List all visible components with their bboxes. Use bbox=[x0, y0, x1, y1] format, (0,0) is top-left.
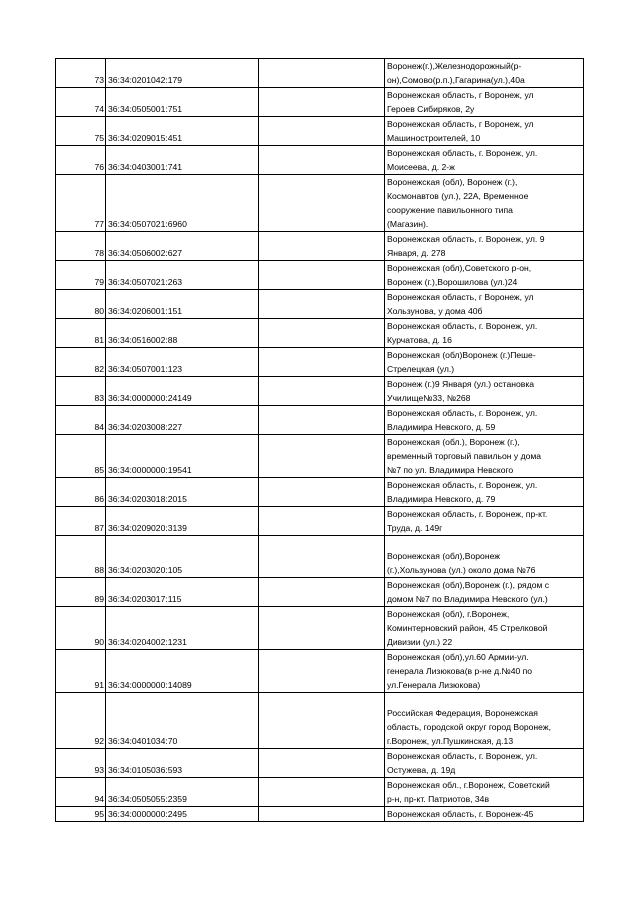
cadastral-number: 36:34:0000000:24149 bbox=[106, 377, 259, 406]
table-row bbox=[56, 807, 584, 822]
table-row bbox=[56, 749, 584, 778]
table-row bbox=[56, 607, 584, 650]
cadastral-number: 36:34:0516002:88 bbox=[106, 319, 259, 348]
cadastral-number: 36:34:0507021:263 bbox=[106, 261, 259, 290]
cadastral-number: 36:34:0204002:1231 bbox=[106, 607, 259, 650]
empty-cell bbox=[259, 807, 385, 822]
empty-cell bbox=[259, 232, 385, 261]
row-number: 92 bbox=[56, 693, 106, 749]
cadastral-number: 36:34:0506002:627 bbox=[106, 232, 259, 261]
cadastral-number: 36:34:0505001:751 bbox=[106, 88, 259, 117]
empty-cell bbox=[259, 406, 385, 435]
table-row bbox=[56, 290, 584, 319]
address: Воронежская область, г Воронеж, ул Героев Сибиряков, 2у bbox=[385, 88, 584, 117]
empty-cell bbox=[259, 435, 385, 478]
table-row bbox=[56, 59, 584, 88]
empty-cell bbox=[259, 507, 385, 536]
row-number: 81 bbox=[56, 319, 106, 348]
address: Воронежская (обл.), Воронеж (г.), временный торговый павильон у дома №7 по ул. Владимира Невского bbox=[385, 435, 584, 478]
table-row bbox=[56, 693, 584, 749]
table-row bbox=[56, 406, 584, 435]
cadastral-number: 36:34:0403001:741 bbox=[106, 146, 259, 175]
table-row bbox=[56, 175, 584, 232]
cadastral-number: 36:34:0505055:2359 bbox=[106, 778, 259, 807]
table-row bbox=[56, 377, 584, 406]
row-number: 73 bbox=[56, 59, 106, 88]
table-row bbox=[56, 507, 584, 536]
address: Воронежская область, г. Воронеж, ул. Владимира Невского, д. 79 bbox=[385, 478, 584, 507]
cadastral-number: 36:34:0206001:151 bbox=[106, 290, 259, 319]
row-number: 82 bbox=[56, 348, 106, 377]
address: Воронежская область, г. Воронеж, ул. Владимира Невского, д. 59 bbox=[385, 406, 584, 435]
row-number: 95 bbox=[56, 807, 106, 822]
row-number: 76 bbox=[56, 146, 106, 175]
empty-cell bbox=[259, 778, 385, 807]
empty-cell bbox=[259, 146, 385, 175]
cadastral-number: 36:34:0203017:115 bbox=[106, 578, 259, 607]
empty-cell bbox=[259, 607, 385, 650]
table-row bbox=[56, 650, 584, 693]
address: Воронеж(г.),Железнодорожный(р- он),Сомово(р.п.),Гагарина(ул.),40а bbox=[385, 59, 584, 88]
row-number: 87 bbox=[56, 507, 106, 536]
cadastral-number: 36:34:0105036:593 bbox=[106, 749, 259, 778]
row-number: 74 bbox=[56, 88, 106, 117]
row-number: 85 bbox=[56, 435, 106, 478]
table-row bbox=[56, 319, 584, 348]
address: Воронежская область, г. Воронеж-45 bbox=[385, 807, 584, 822]
address: Воронежская область, г. Воронеж, ул. Остужева, д. 19д bbox=[385, 749, 584, 778]
empty-cell bbox=[259, 59, 385, 88]
table-row bbox=[56, 536, 584, 578]
cadastral-number: 36:34:0203018:2015 bbox=[106, 478, 259, 507]
address: Воронежская область, г. Воронеж, ул. 9 Января, д. 278 bbox=[385, 232, 584, 261]
row-number: 78 bbox=[56, 232, 106, 261]
table-row bbox=[56, 232, 584, 261]
table-body bbox=[56, 59, 584, 822]
row-number: 93 bbox=[56, 749, 106, 778]
empty-cell bbox=[259, 650, 385, 693]
address: Воронежская (обл), г.Воронеж, Коминтерновский район, 45 Стрелковой Дивизии (ул.) 22 bbox=[385, 607, 584, 650]
empty-cell bbox=[259, 117, 385, 146]
table-row bbox=[56, 117, 584, 146]
address: Воронежская (обл),Воронеж (г.), рядом с домом №7 по Владимира Невского (ул.) bbox=[385, 578, 584, 607]
cadastral-number: 36:34:0209015:451 bbox=[106, 117, 259, 146]
address: Воронежская область, г. Воронеж, ул. Моисеева, д. 2-ж bbox=[385, 146, 584, 175]
table-row bbox=[56, 435, 584, 478]
table-row bbox=[56, 261, 584, 290]
row-number: 75 bbox=[56, 117, 106, 146]
cadastral-number: 36:34:0000000:14089 bbox=[106, 650, 259, 693]
empty-cell bbox=[259, 88, 385, 117]
row-number: 83 bbox=[56, 377, 106, 406]
cadastral-number: 36:34:0000000:2495 bbox=[106, 807, 259, 822]
empty-cell bbox=[259, 478, 385, 507]
cadastral-number: 36:34:0203020:105 bbox=[106, 536, 259, 578]
address: Воронежская область, г Воронеж, ул Машиностроителей, 10 bbox=[385, 117, 584, 146]
cadastral-number: 36:34:0209020:3139 bbox=[106, 507, 259, 536]
row-number: 79 bbox=[56, 261, 106, 290]
empty-cell bbox=[259, 175, 385, 232]
address: Воронежская (обл), Воронеж (г.), Космонавтов (ул.), 22А, Временное сооружение павильонного типа (Магазин). bbox=[385, 175, 584, 232]
empty-cell bbox=[259, 377, 385, 406]
table-row bbox=[56, 578, 584, 607]
address: Воронежская (обл)Воронеж (г.)Пеше- Стрелецкая (ул.) bbox=[385, 348, 584, 377]
table-row bbox=[56, 88, 584, 117]
row-number: 77 bbox=[56, 175, 106, 232]
cadastral-number: 36:34:0401034:70 bbox=[106, 693, 259, 749]
empty-cell bbox=[259, 348, 385, 377]
address: Российская Федерация, Воронежская область, городской округ город Воронеж, г.Воронеж, ул.Пушкинская, д.13 bbox=[385, 693, 584, 749]
address: Воронежская область, г Воронеж, ул Хользунова, у дома 40б bbox=[385, 290, 584, 319]
table-row bbox=[56, 478, 584, 507]
address: Воронежская обл., г.Воронеж, Советский р-н, пр-кт. Патриотов, 34в bbox=[385, 778, 584, 807]
empty-cell bbox=[259, 319, 385, 348]
table-row bbox=[56, 146, 584, 175]
address: Воронежская область, г. Воронеж, пр-кт. Труда, д. 149г bbox=[385, 507, 584, 536]
row-number: 89 bbox=[56, 578, 106, 607]
table-row bbox=[56, 778, 584, 807]
empty-cell bbox=[259, 578, 385, 607]
cadastral-table bbox=[55, 58, 584, 822]
row-number: 90 bbox=[56, 607, 106, 650]
cadastral-number: 36:34:0507021:6960 bbox=[106, 175, 259, 232]
row-number: 88 bbox=[56, 536, 106, 578]
address: Воронежская область, г. Воронеж, ул. Курчатова, д. 16 bbox=[385, 319, 584, 348]
row-number: 94 bbox=[56, 778, 106, 807]
address: Воронеж (г.)9 Января (ул.) остановка Училище№33, №268 bbox=[385, 377, 584, 406]
empty-cell bbox=[259, 536, 385, 578]
empty-cell bbox=[259, 749, 385, 778]
address: Воронежская (обл),ул.60 Армии-ул. генерала Лизюкова(в р-не д.№40 по ул.Генерала Лизюкова) bbox=[385, 650, 584, 693]
empty-cell bbox=[259, 290, 385, 319]
row-number: 86 bbox=[56, 478, 106, 507]
address: Воронежская (обл),Воронеж (г.),Хользунова (ул.) около дома №76 bbox=[385, 536, 584, 578]
row-number: 91 bbox=[56, 650, 106, 693]
empty-cell bbox=[259, 693, 385, 749]
cadastral-number: 36:34:0203008:227 bbox=[106, 406, 259, 435]
row-number: 80 bbox=[56, 290, 106, 319]
address: Воронежская (обл),Советского р-он, Воронеж (г.),Ворошилова (ул.)24 bbox=[385, 261, 584, 290]
cadastral-number: 36:34:0000000:19541 bbox=[106, 435, 259, 478]
cadastral-number: 36:34:0507001:123 bbox=[106, 348, 259, 377]
cadastral-number: 36:34:0201042:179 bbox=[106, 59, 259, 88]
empty-cell bbox=[259, 261, 385, 290]
table-row bbox=[56, 348, 584, 377]
row-number: 84 bbox=[56, 406, 106, 435]
